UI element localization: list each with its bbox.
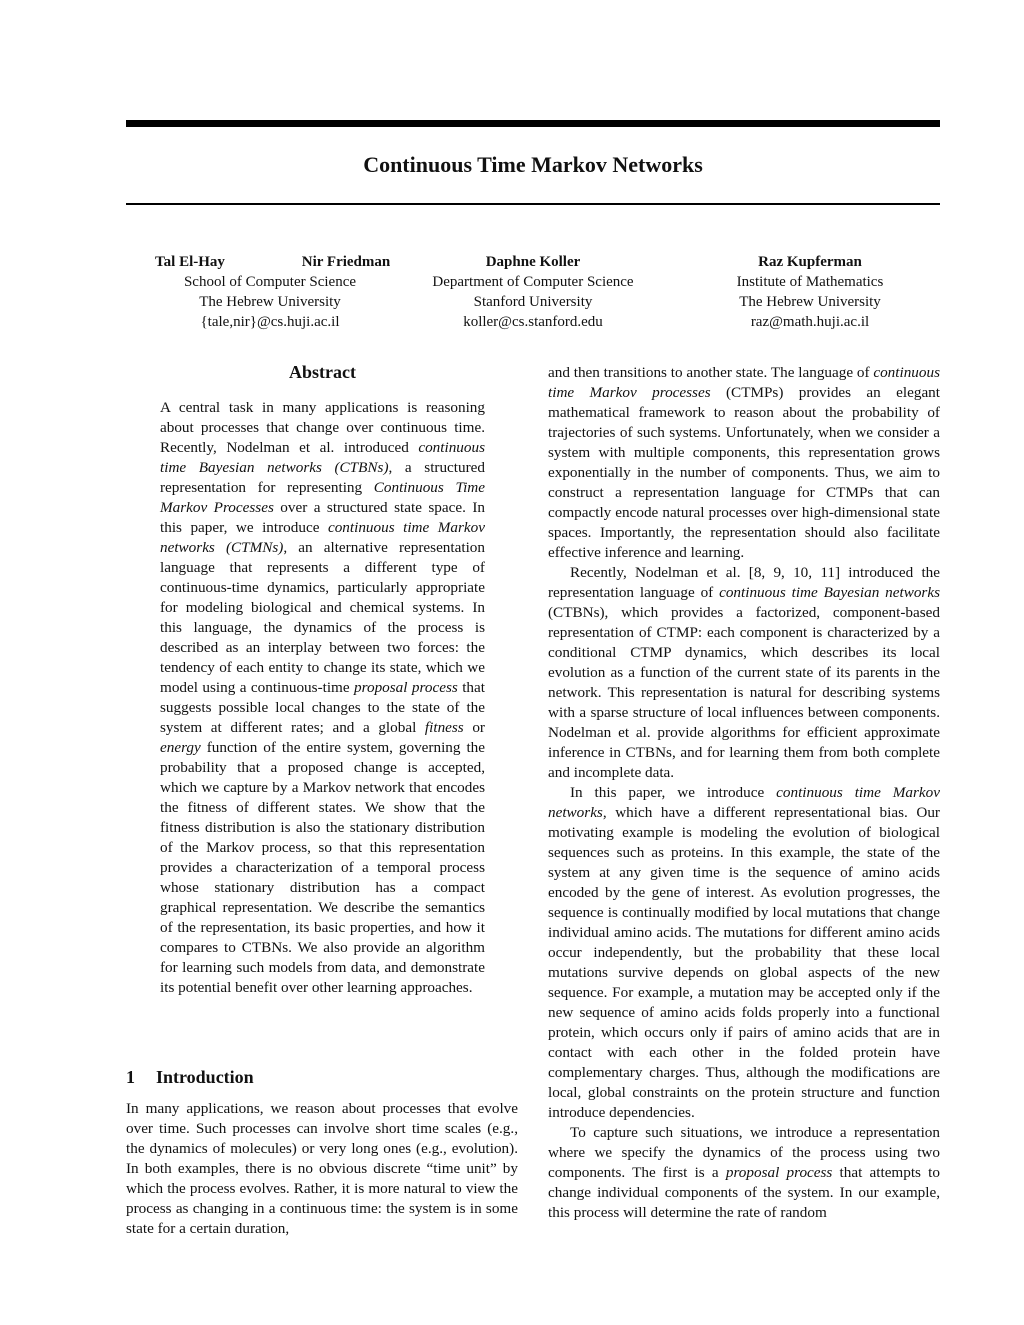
author-name: Tal El-Hay (155, 254, 225, 270)
author-name: Nir Friedman (301, 254, 391, 270)
author-block-el-hay (140, 252, 240, 272)
title-top-rule (126, 120, 940, 127)
section-title: Introduction (156, 1067, 254, 1087)
paper-title: Continuous Time Markov Networks (363, 152, 703, 177)
author-block-kupferman (700, 252, 920, 332)
intro-paragraph-continued: and then transitions to another state. The language of continuous time Markov processes (CTMPs) provides an elegant mathematical framework to reason about the probability of trajectories of such systems. Unfortunately, when we consider a system with multiple components, this representation grows exponentially in the number of components. Thus, we aim to construct a representation language for CTMPs that can compactly encode natural processes over high-dimensional state spaces. Importantly, the representation should also facilitate effective inference and learning. (548, 364, 940, 561)
affiliation-dept: School of Computer Science (183, 274, 357, 290)
affiliation-institution: Stanford University (473, 294, 593, 310)
abstract-body (160, 398, 485, 998)
affiliation-institution: The Hebrew University (199, 294, 341, 310)
affiliation-institution: The Hebrew University (739, 294, 881, 310)
intro-paragraph-proposal: To capture such situations, we introduce a representation where we specify the dynamics of the process using two components. The first is a proposal process that attempts to change individual components of the system. In our example, this process will determine the rate of random (548, 1124, 940, 1221)
affiliation-email: {tale,nir}@cs.huji.ac.il (200, 314, 340, 330)
author-block-friedman (286, 252, 406, 272)
section-heading-introduction (126, 1066, 254, 1088)
intro-paragraph-ctmn: In this paper, we introduce continuous time Markov networks, which have a different representational bias. Our motivating example is modeling the evolution of biological sequences such as proteins. In this example, the state of the system at any given time is the sequence of amino acids encoded by the gene of interest. As evolution progresses, the sequence is continually modified by local mutations that change individual amino acids. The mutations for different amino acids occur independently, but the probability that these local mutations survive depends on global aspects of the new sequence. For example, a mutation may be accepted only if the new sequence of amino acids folds properly into a functional protein, which occurs only if pairs of amino acids that are in contact with each other in the folded protein have complementary charges. Thus, although the modifications are local, global constraints on the protein structure and function introduce dependencies. (548, 784, 940, 1121)
intro-paragraph-1: In many applications, we reason about processes that evolve over time. Such processes can involve short time scales (e.g., the dynamics of molecules) or very long ones (e.g., evolution). In both examples, there is no obvious discrete “time unit” by which the process evolves. Rather, it is more natural to view the process as changing in a continuous time: the system is in some state for a certain duration, (126, 1100, 518, 1237)
author-block-koller (410, 252, 656, 332)
author-name: Daphne Koller (485, 254, 581, 270)
author-name: Raz Kupferman (758, 254, 862, 270)
introduction-right-column (548, 363, 940, 1223)
affiliation-email: koller@cs.stanford.edu (463, 314, 603, 330)
introduction-left-column (126, 1099, 518, 1239)
section-number: 1 (126, 1067, 135, 1087)
affiliation-email: raz@math.huji.ac.il (750, 314, 870, 330)
affiliation-dept: Department of Computer Science (432, 274, 634, 290)
abstract-paragraph: A central task in many applications is reasoning about processes that change over continuous time. Recently, Nodelman et al. introduced continuous time Bayesian networks (CTBNs), a structured representation for representing Continuous Time Markov Processes over a structured state space. In this paper, we introduce continuous time Markov networks (CTMNs), an alternative representation language that represents a different type of continuous-time dynamics, particularly appropriate for modeling biological and chemical systems. In this language, the dynamics of the process is described as an interplay between two forces: the tendency of each entity to change its state, which we model using a continuous-time proposal process that suggests possible local changes to the state of the system at different rates; and a global fitness or energy function of the entire system, governing the probability that a proposed change is accepted, which we capture by a Markov network that encodes the fitness of different states. We show that the fitness distribution is also the stationary distribution of the Markov process, so that this representation provides a characterization of a temporal process whose stationary distribution has a compact graphical representation. We describe the semantics of the representation, its basic properties, and how it compares to CTBNs. We also provide an algorithm for learning such models from data, and demonstrate its potential benefit over other learning approaches. (160, 399, 486, 996)
affiliation-hebrew-cs (160, 272, 380, 332)
intro-paragraph-ctbn: Recently, Nodelman et al. [8, 9, 10, 11] introduced the representation language of continuous time Bayesian networks (CTBNs), which provides a factorized, component-based representation of CTMP: each component is characterized by a conditional CTMP dynamics, which describes its local evolution as a function of the current state of its parents in the network. This representation is natural for describing systems with a sparse structure of local influences between components. Nodelman et al. provide algorithms for efficient approximate inference in CTBNs, and for learning them from both complete and incomplete data. (548, 564, 940, 781)
affiliation-dept: Institute of Mathematics (736, 274, 884, 290)
title-bottom-rule (126, 203, 940, 205)
abstract-heading: Abstract (289, 362, 356, 382)
